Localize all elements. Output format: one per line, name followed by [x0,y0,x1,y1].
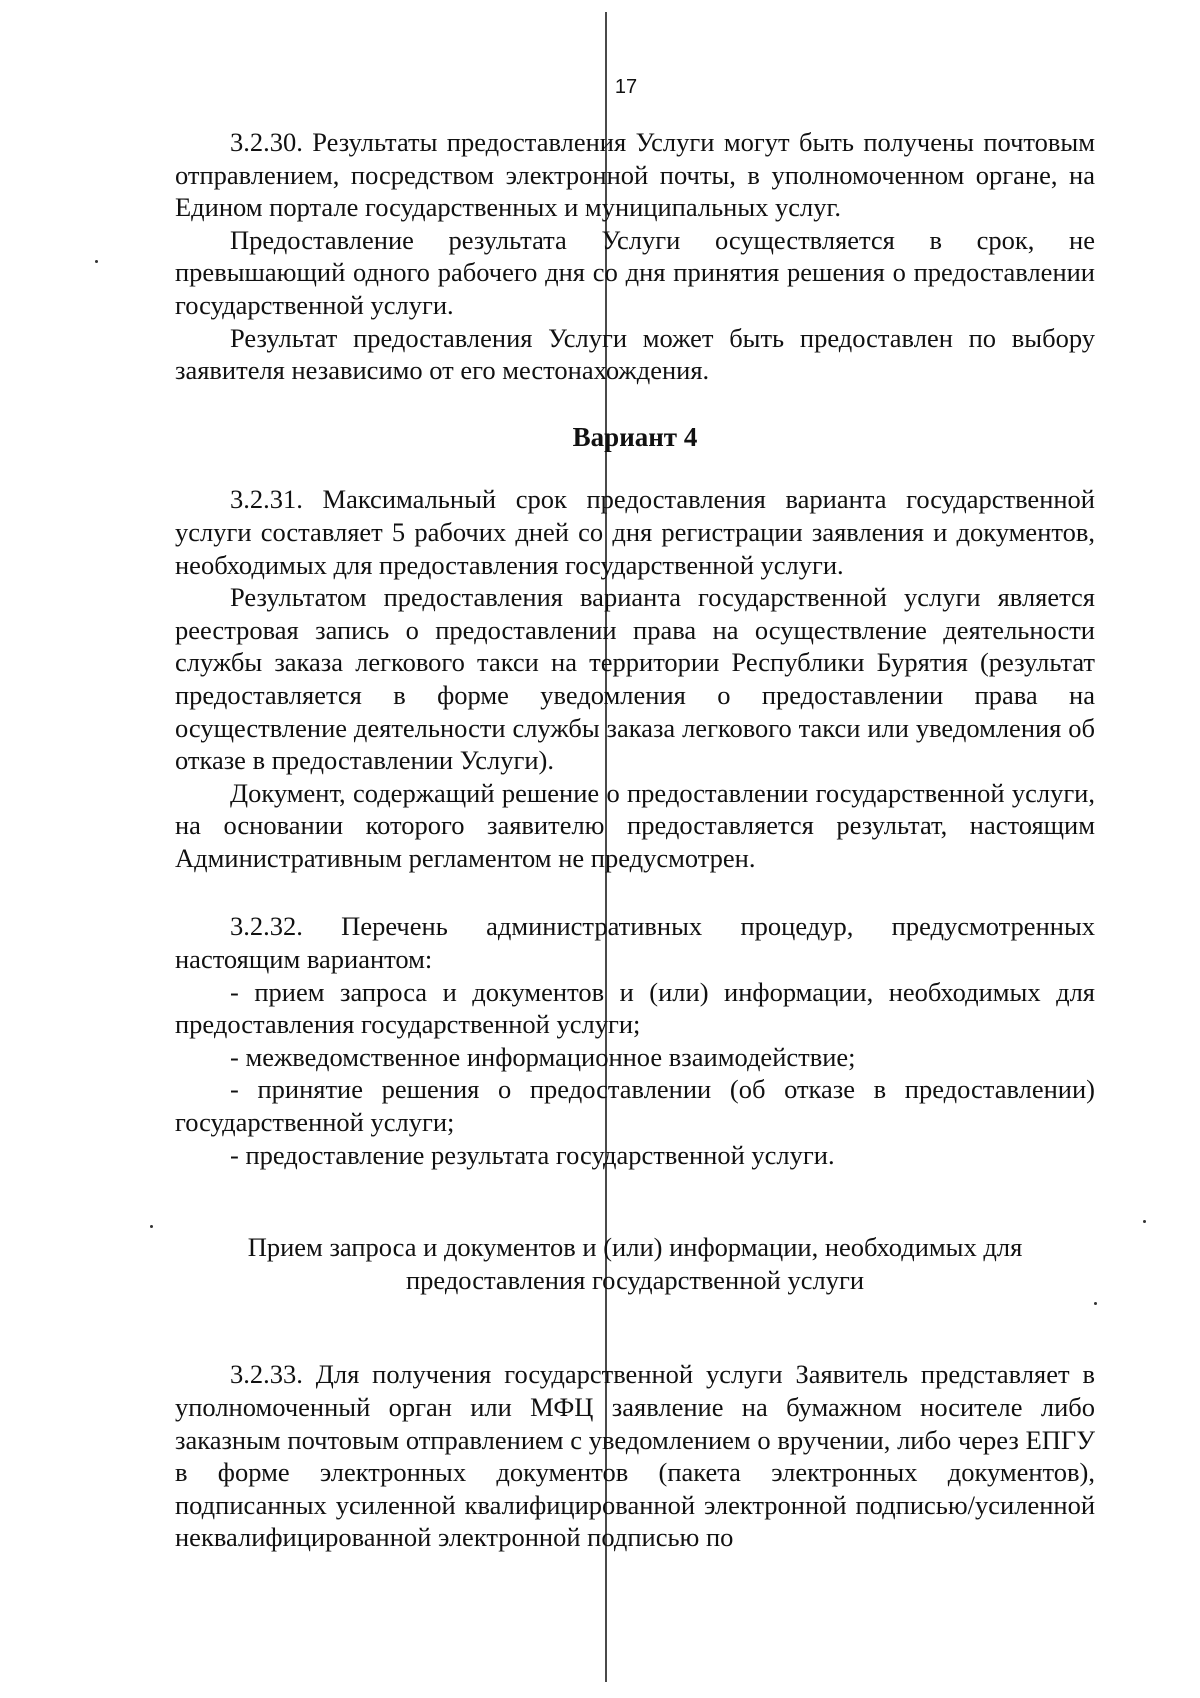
paragraph-result-choice: Результат предоставления Услуги может быть предоставлен по выбору заявителя независимо от его местонахождения. [175,322,1095,386]
paragraph-result-term: Предоставление результата Услуги осуществляется в срок, не превышающий одного рабочего дня со дня принятия решения о предоставлении государственной услуги. [175,224,1095,320]
page-number: 17 [614,76,638,98]
list-item: - межведомственное информационное взаимодействие; [230,1041,856,1072]
paragraph-3-2-31: 3.2.31. Максимальный срок предоставления варианта государственной услуги составляет 5 рабочих дней со дня регистрации заявления и документов, необходимых для предоставления государственной услуги. [175,484,1095,580]
scan-speck [1094,1302,1097,1305]
scan-speck [150,1225,153,1228]
list-item: - предоставление результата государственной услуги. [230,1139,835,1170]
paragraph-decision-document: Документ, содержащий решение о предоставлении государственной услуги, на основании которого заявителю предоставляется результат, настоящим Административным регламентом не предусмотрен. [175,777,1095,873]
list-item: - принятие решения о предоставлении (об отказе в предоставлении) государственной услуги; [175,1074,1095,1138]
paragraph-3-2-30: 3.2.30. Результаты предоставления Услуги могут быть получены почтовым отправлением, посредством электронной почты, в уполномоченном органе, на Едином портале государственных и муниципальных услуг. [175,127,1095,223]
paragraph-3-2-33: 3.2.33. Для получения государственной услуги Заявитель представляет в уполномоченный орган или МФЦ заявление на бумажном носителе либо заказным почтовым отправлением с уведомлением о вручении, либо через ЕПГУ в форме электронных документов (пакета электронных документов), подписанных усиленной квалифицированной электронной подписью/усиленной неквалифицированной электронной подписью по [175,1359,1095,1553]
scan-speck [1143,1220,1146,1223]
paragraph-result-registry: Результатом предоставления варианта государственной услуги является реестровая запись о предоставлении права на осуществление деятельности службы заказа легкового такси на территории Республики Бурятия (результат предоставляется в форме уведомления о предоставлении права на осуществление деятельности службы заказа легкового такси или уведомления об отказе в предоставлении Услуги). [175,582,1095,776]
list-item: - прием запроса и документов и (или) информации, необходимых для предоставления государственной услуги; [175,976,1095,1040]
section-heading-variant-4: Вариант 4 [572,421,698,452]
subsection-heading: Прием запроса и документов и (или) информации, необходимых для предоставления государственной услуги [247,1232,1023,1295]
document-body [175,126,1095,1554]
paragraph-3-2-32: 3.2.32. Перечень административных процедур, предусмотренных настоящим вариантом: [175,911,1095,975]
scan-speck [95,260,98,263]
